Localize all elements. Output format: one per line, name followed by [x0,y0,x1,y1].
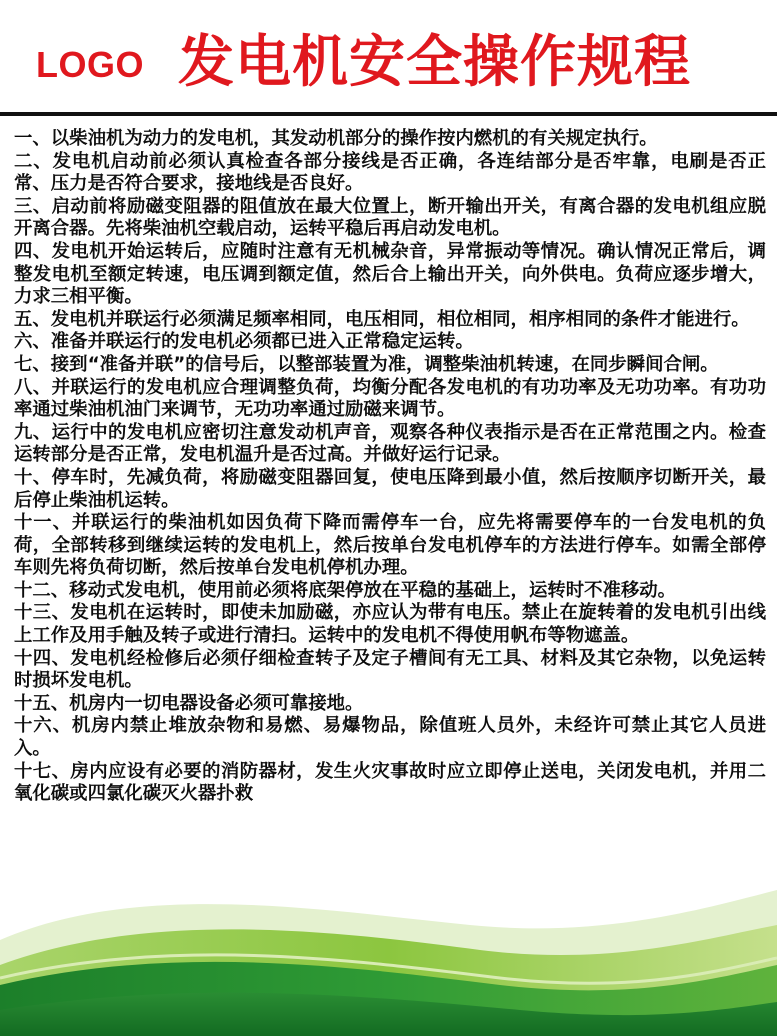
header-divider [0,112,777,116]
logo-placeholder: LOGO [36,44,144,85]
rule-item-16: 十六、机房内禁止堆放杂物和易燃、易爆物品，除值班人员外，未经许可禁止其它人员进入。 [14,715,766,760]
rule-item-15: 十五、机房内一切电器设备必须可靠接地。 [14,692,364,714]
rule-item-7: 七、接到“准备并联”的信号后，以整部装置为准，调整柴油机转速，在同步瞬间合闸。 [14,353,719,375]
rule-item-14: 十四、发电机经检修后必须仔细检查转子及定子槽间有无工具、材料及其它杂物，以免运转时损坏发电机。 [14,647,766,692]
rule-item-10: 十、停车时，先减负荷，将励磁变阻器回复，使电压降到最小值，然后按顺序切断开关，最后停止柴油机运转。 [14,466,766,511]
rule-item-17: 十七、房内应设有必要的消防器材，发生火灾事故时应立即停止送电，关闭发电机，并用二氧化碳或四氯化碳灭火器扑救 [14,760,766,805]
rule-item-4: 四、发电机开始运转后，应随时注意有无机械杂音，异常振动等情况。确认情况正常后，调整发电机至额定转速，电压调到额定值，然后合上输出开关，向外供电。负荷应逐步增大，力求三相平衡。 [14,240,766,308]
rule-item-6: 六、准备并联运行的发电机必须都已进入正常稳定运转。 [14,331,474,353]
rule-item-13: 十三、发电机在运转时，即使未加励磁，亦应认为带有电压。禁止在旋转着的发电机引出线上工作及用手触及转子或进行清扫。运转中的发电机不得使用帆布等物遮盖。 [14,602,766,647]
rule-item-8: 八、并联运行的发电机应合理调整负荷，均衡分配各发电机的有功功率及无功功率。有功功率通过柴油机油门来调节，无功功率通过励磁来调节。 [14,376,766,421]
rule-item-9: 九、运行中的发电机应密切注意发动机声音，观察各种仪表指示是否在正常范围之内。检查运转部分是否正常，发电机温升是否过高。并做好运行记录。 [14,421,766,466]
header [0,0,777,112]
rule-item-12: 十二、移动式发电机，使用前必须将底架停放在平稳的基础上，运转时不准移动。 [14,579,677,601]
rule-item-5: 五、发电机并联运行必须满足频率相同，电压相同，相位相同，相序相同的条件才能进行。 [14,308,750,330]
rule-item-3: 三、启动前将励磁变阻器的阻值放在最大位置上，断开输出开关，有离合器的发电机组应脱开离合器。先将柴油机空载启动，运转平稳后再启动发电机。 [14,195,766,240]
rule-item-2: 二、发电机启动前必须认真检查各部分接线是否正确，各连结部分是否牢靠，电刷是否正常、压力是否符合要求，接地线是否良好。 [14,150,766,195]
rule-item-1: 一、以柴油机为动力的发电机，其发动机部分的操作按内燃机的有关规定执行。 [14,128,658,149]
rules-list [14,128,766,806]
page-title: 发电机安全操作规程 [178,30,691,95]
green-wave-decoration [0,870,777,1036]
rule-item-11: 十一、并联运行的柴油机如因负荷下降而需停车一台，应先将需要停车的一台发电机的负荷，全部转移到继续运转的发电机上，然后按单台发电机停车的方法进行停车。如需全部停车则先将负荷切断，然后按单台发电机停机办理。 [14,512,766,579]
